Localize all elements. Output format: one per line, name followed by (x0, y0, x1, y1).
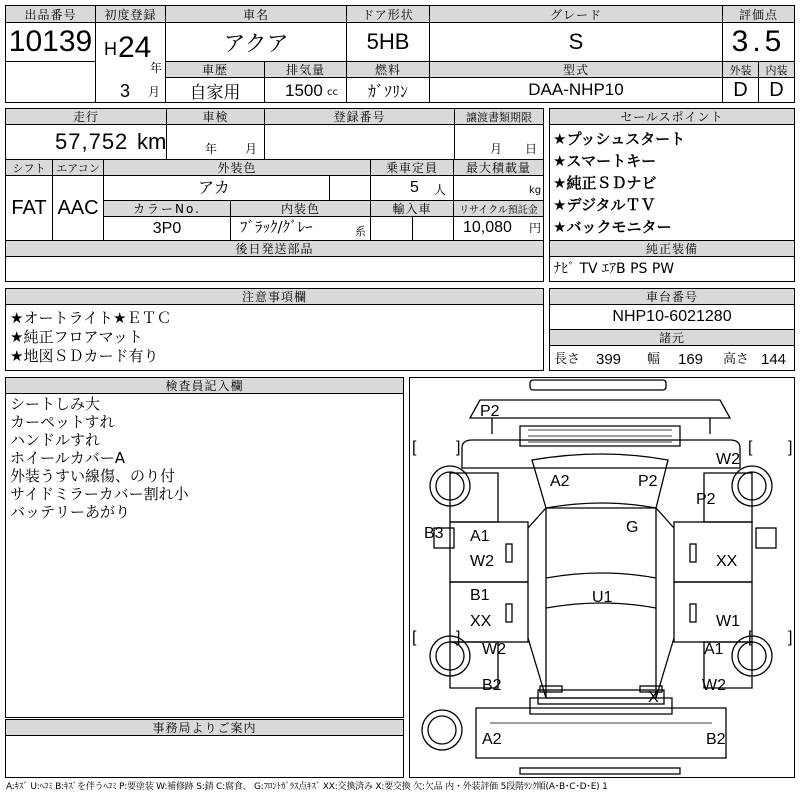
model: DAA-NHP10 (429, 77, 723, 103)
notes-box (5, 304, 544, 371)
damage-mark: A2 (482, 731, 502, 748)
left-front-handle (506, 544, 512, 562)
right-front-handle (690, 544, 696, 562)
damage-marks (412, 403, 792, 748)
door-type: 5HB (346, 22, 430, 62)
capacity-label: 乗車定員 (370, 159, 454, 176)
load-label: 最大積載量 (453, 159, 544, 176)
front-bumper-top (530, 380, 666, 390)
color: アカ (198, 178, 230, 197)
damage-mark: W1 (716, 613, 740, 630)
ext-grade: D (722, 77, 759, 103)
interior-label: 内装色 (230, 200, 371, 217)
colorno: 3P0 (103, 216, 231, 241)
notes-label: 注意事項欄 (5, 288, 544, 305)
bracket-mark: [ (748, 629, 753, 646)
inspector-item: バッテリーあがり (10, 503, 131, 521)
inspector-item: シートしみ大 (10, 395, 101, 413)
legend: A:ｷｽﾞ U:ﾍｺﾐ B:ｷｽﾞを伴うﾍｺﾐ P:要塗装 W:補修跡 S:錆 C:腐食、 G:ﾌﾛﾝﾄｶﾞﾗｽ点ｷｽﾞ XX:交換済み X:要交換 欠:欠品 内・外装評価 5段階ﾗﾝｸ順(A･B･C･D･E) 1 (6, 782, 608, 792)
ac: AAC (52, 175, 104, 241)
color-divider (329, 175, 330, 201)
sales-item: ★プッシュスタート (553, 130, 686, 148)
displacement: 1500 (285, 81, 323, 100)
inspector-box (5, 393, 404, 718)
sales-item: ★純正ＳＤナビ (553, 174, 657, 192)
damage-mark: G (626, 519, 639, 536)
interior-color: ﾌﾞﾗｯｸ/ｸﾞﾚｰ (240, 218, 313, 236)
ext-label: 外装 (722, 61, 759, 78)
sales-item: ★スマートキー (553, 152, 657, 170)
rear-bumper-lower (520, 768, 680, 774)
lot-blank (5, 61, 96, 103)
damage-mark: W2 (702, 677, 726, 694)
damage-mark: B1 (470, 587, 490, 604)
chassis-label: 車台番号 (549, 288, 795, 305)
inspection-month-unit: 月 (245, 142, 258, 156)
color-box (103, 175, 371, 201)
later-parts-box (5, 256, 544, 282)
damage-mark: P2 (638, 473, 658, 490)
inspector-item: 外装うすい線傷、のり付 (10, 467, 176, 485)
model-label: 型式 (429, 61, 723, 78)
fuel: ｶﾞｿﾘﾝ (346, 77, 430, 103)
era: H (104, 39, 117, 59)
office-box (5, 735, 404, 778)
car-diagram (409, 377, 795, 778)
recycle: 10,080 (463, 219, 512, 236)
left-rear-handle (506, 604, 512, 622)
damage-mark: W2 (716, 451, 740, 468)
equipment-label: 純正装備 (549, 240, 795, 257)
height-label: 高さ (723, 352, 750, 367)
inspection-label: 車検 (166, 108, 265, 125)
inspector-item: カーペットすれ (10, 413, 115, 431)
inspection-year-unit: 年 (205, 142, 218, 156)
score: 3.5 (722, 22, 795, 62)
chassis-number: NHP10-6021280 (549, 304, 795, 330)
recycle-unit: 円 (529, 221, 542, 235)
bracket-mark: ] (788, 629, 793, 646)
door-label: ドア形状 (346, 5, 430, 23)
int-grade: D (758, 77, 795, 103)
damage-mark: P2 (696, 491, 716, 508)
year: 24 (118, 31, 152, 64)
inspector-item: ハンドルすれ (10, 431, 101, 449)
lot-label: 出品番号 (5, 5, 96, 23)
month-unit: 月 (148, 85, 161, 99)
transfer-day-unit: 日 (525, 142, 538, 156)
lot-number: 10139 (5, 22, 96, 62)
grade: S (429, 22, 723, 62)
load-unit: kg (529, 185, 542, 196)
damage-mark: W2 (470, 553, 494, 570)
length-label: 長さ (554, 352, 581, 367)
bracket-mark: ] (456, 439, 461, 456)
dims-box (549, 345, 795, 371)
car-diagram-svg (410, 378, 794, 777)
office-label: 事務局よりご案内 (5, 719, 404, 736)
right-rear-handle (690, 604, 696, 622)
right-mirror (756, 528, 776, 548)
bracket-mark: ] (788, 439, 793, 456)
recycle-label: リサイクル預託金 (453, 200, 544, 217)
color-label: 外装色 (103, 159, 371, 176)
disp-label: 排気量 (264, 61, 347, 78)
history: 自家用 (165, 77, 265, 103)
width-label: 幅 (647, 352, 661, 367)
inspector-item: サイドミラーカバー割れ小 (10, 485, 189, 503)
score-label: 評価点 (722, 5, 795, 23)
rear-bumper (476, 708, 726, 758)
capacity: 5 (410, 179, 419, 196)
colorno-label: カラーNo. (103, 200, 231, 217)
plate-label: 登録番号 (264, 108, 455, 125)
damage-mark: A2 (550, 473, 570, 490)
inspector-label: 検査員記入欄 (5, 377, 404, 394)
month: 3 (120, 81, 131, 101)
damage-mark: B2 (706, 731, 726, 748)
damage-mark: U1 (592, 589, 613, 606)
ac-label: エアコン (52, 159, 104, 176)
damage-mark: P2 (480, 403, 500, 420)
damage-mark: W2 (482, 641, 506, 658)
firstreg-label: 初度登録 (95, 5, 166, 23)
damage-mark: X (648, 689, 659, 706)
damage-mark: A1 (470, 528, 490, 545)
fuel-label: 燃料 (346, 61, 430, 78)
length: 399 (596, 351, 622, 368)
mileage-label: 走行 (5, 108, 167, 125)
front-bumper (470, 400, 730, 418)
sales-item: ★バックモニター (553, 218, 672, 236)
shift-label: シフト (5, 159, 53, 176)
right-front-door (674, 522, 752, 582)
dims-label: 諸元 (549, 329, 795, 346)
int-label: 内装 (758, 61, 795, 78)
shift: FAT (5, 175, 53, 241)
width: 169 (678, 351, 704, 368)
bracket-mark: ] (456, 629, 461, 646)
height: 144 (761, 351, 787, 368)
equipment-box (549, 256, 795, 282)
damage-mark: XX (716, 553, 738, 570)
note-item: ★オートライト★ＥＴＣ (10, 309, 172, 327)
interior-unit: 系 (355, 225, 366, 238)
damage-mark: XX (470, 613, 492, 630)
damage-mark: A1 (704, 641, 724, 658)
note-item: ★純正フロアマット (10, 328, 143, 346)
later-parts-label: 後日発送部品 (5, 240, 544, 257)
name-label: 車名 (165, 5, 347, 23)
equipment: ﾅﾋﾞ TV ｴｱB PS PW (554, 261, 675, 277)
year-unit: 年 (150, 61, 163, 75)
damage-mark: B2 (482, 677, 502, 694)
note-item: ★地図ＳＤカード有り (10, 347, 159, 365)
bracket-mark: [ (748, 439, 753, 456)
disp-unit: cc (327, 87, 338, 98)
damage-mark: B3 (424, 525, 444, 542)
mileage: 57,752 (55, 129, 129, 154)
plate-box (264, 124, 455, 160)
sales-item: ★デジタルＴＶ (553, 196, 656, 214)
grade-label: グレード (429, 5, 723, 23)
transfer-label: 譲渡書類期限 (454, 108, 544, 125)
sales-label: セールスポイント (549, 108, 795, 125)
import-label: 輸入車 (370, 200, 454, 217)
transfer-month-unit: 月 (490, 142, 503, 156)
car-name: アクア (165, 22, 347, 62)
inspector-item: ホイールカバーA (10, 449, 125, 467)
bracket-mark: [ (412, 439, 417, 456)
history-label: 車歴 (165, 61, 265, 78)
right-rear-door (674, 582, 752, 642)
sales-box (549, 124, 795, 241)
import-divider (412, 216, 413, 241)
mileage-unit: km (137, 129, 167, 154)
capacity-unit: 人 (434, 183, 447, 197)
bracket-mark: [ (412, 629, 417, 646)
